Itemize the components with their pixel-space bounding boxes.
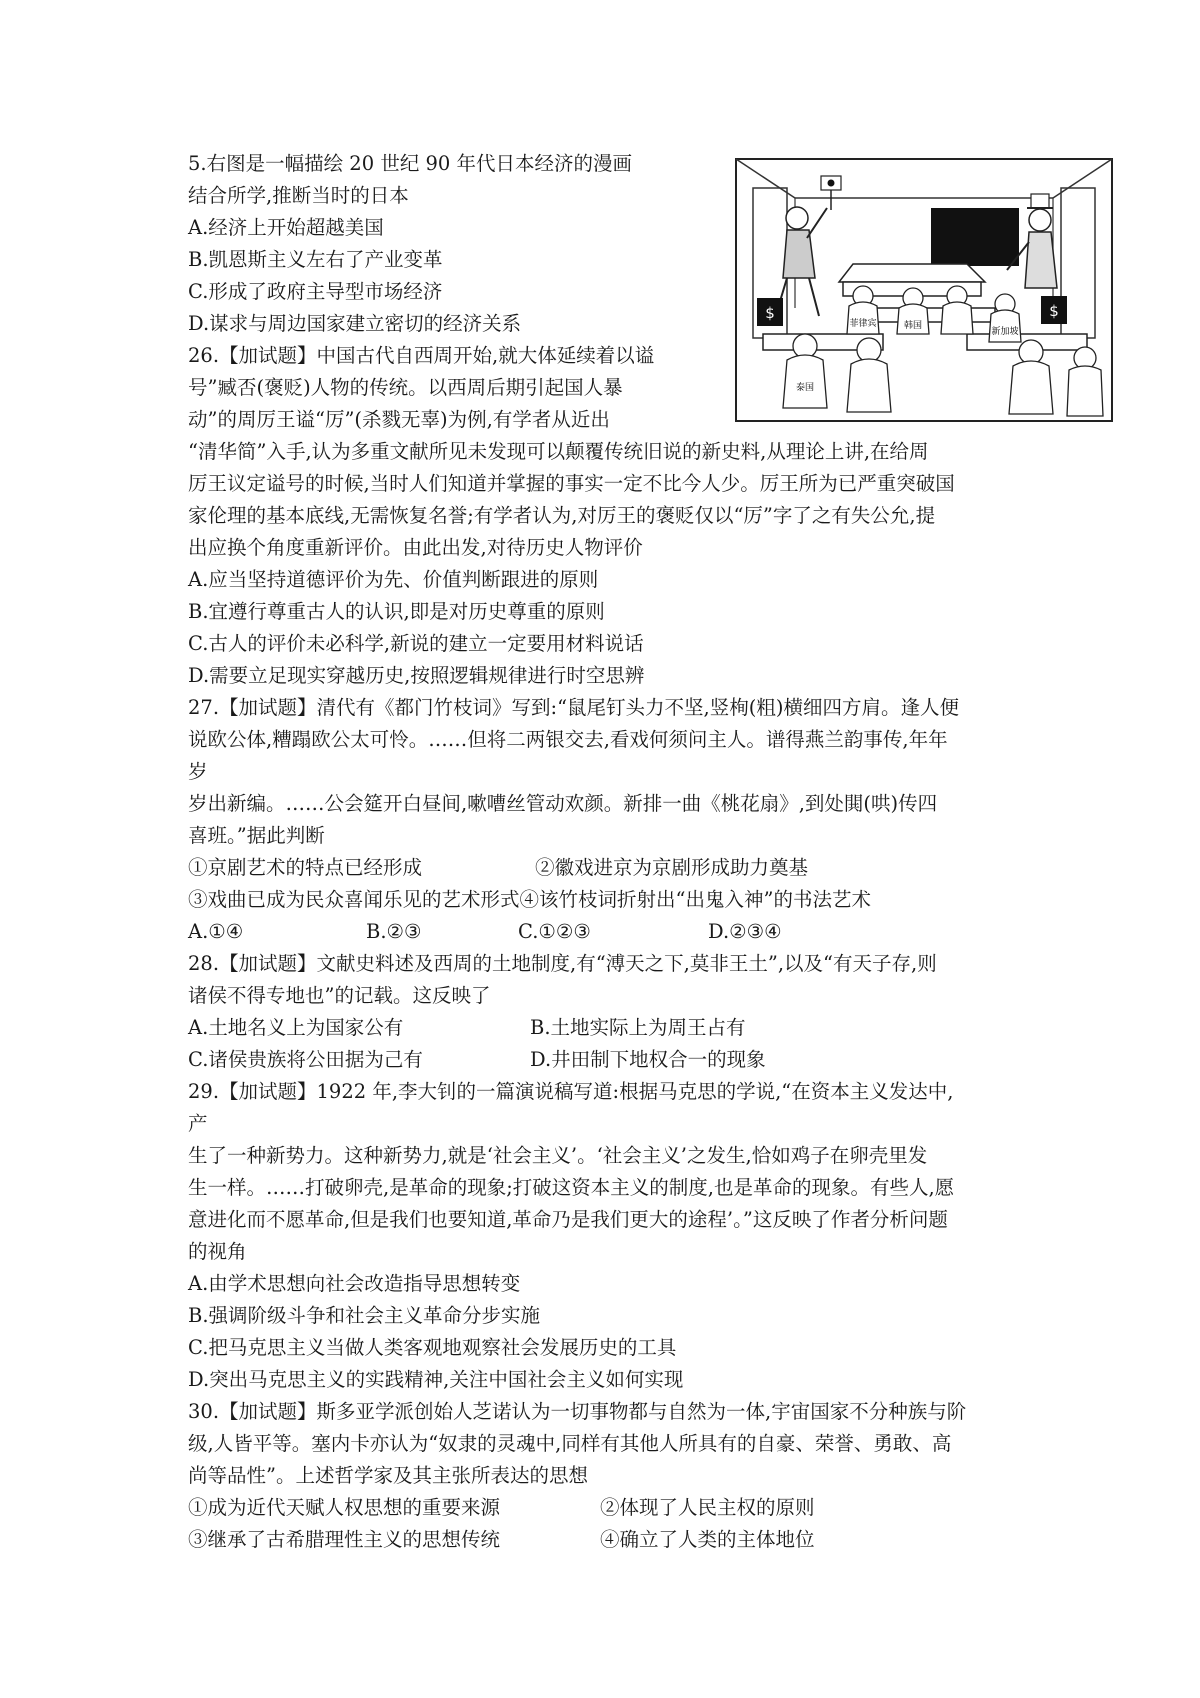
q29-option-d: D.突出马克思主义的实践精神,关注中国社会主义如何实现 <box>188 1368 684 1391</box>
label-thailand: 泰国 <box>795 383 815 393</box>
q27-line-4: 岁出新编。……公会筵开白昼间,嗽嘈丝管动欢颜。新排一曲《桃花扇》,到处閧(哄)传四 <box>188 792 938 815</box>
q28-line-1: 28.【加试题】文献史料述及西周的土地制度,有“溥天之下,莫非王土”,以及“有天子存,则 <box>188 952 937 975</box>
q27-statement-2: ②徽戏进京为京剧形成助力奠基 <box>535 856 809 879</box>
q29-line-3: 生了一种新势力。这种新势力,就是‘社会主义’。‘社会主义’之发生,恰如鸡子在卵壳里发 <box>188 1144 928 1167</box>
q25-option-a: A.经济上开始超越美国 <box>188 216 384 239</box>
q28-option-c: C.诸侯贵族将公田据为己有 <box>188 1048 423 1071</box>
japan-economy-cartoon <box>735 158 1113 422</box>
q30-statement-1: ①成为近代天赋人权思想的重要来源 <box>188 1496 501 1519</box>
label-korea: 韩国 <box>903 321 923 331</box>
money-bag-label-right: $ <box>1049 302 1059 320</box>
q29-option-a: A.由学术思想向社会改造指导思想转变 <box>188 1272 521 1295</box>
q26-line-4: “清华简”入手,认为多重文献所见未发现可以颠覆传统旧说的新史料,从理论上讲,在给周 <box>188 440 929 463</box>
q27-statement-1: ①京剧艺术的特点已经形成 <box>188 856 423 879</box>
q27-line-5: 喜班。”据此判断 <box>188 824 325 847</box>
money-bag-label-left: $ <box>765 304 775 322</box>
q26-line-6: 家伦理的基本底线,无需恢复名誉;有学者认为,对厉王的褒贬仅以“厉”字了之有失公允,提 <box>188 504 936 527</box>
q25-option-c: C.形成了政府主导型市场经济 <box>188 280 443 303</box>
q29-line-1: 29.【加试题】1922 年,李大钊的一篇演说稿写道:根据马克思的学说,“在资本主义发达中, <box>188 1080 954 1103</box>
q26-line-1: 26.【加试题】中国古代自西周开始,就大体延续着以谥 <box>188 344 655 367</box>
q29-option-b: B.强调阶级斗争和社会主义革命分步实施 <box>188 1304 541 1327</box>
q28-option-b: B.土地实际上为周王占有 <box>530 1016 746 1039</box>
q27-option-a: A.①④ <box>188 920 244 943</box>
q26-option-d: D.需要立足现实穿越历史,按照逻辑规律进行时空思辨 <box>188 664 645 687</box>
q27-line-3: 岁 <box>188 760 208 783</box>
q27-line-2: 说欧公体,糟蹋欧公太可怜。……但将二两银交去,看戏何须问主人。谱得燕兰韵事传,年年 <box>188 728 948 751</box>
q26-line-3: 动”的周厉王谥“厉”(杀戮无辜)为例,有学者从近出 <box>188 408 610 431</box>
q30-line-1: 30.【加试题】斯多亚学派创始人芝诺认为一切事物都与自然为一体,宇宙国家不分种族与阶 <box>188 1400 967 1423</box>
q27-option-c: C.①②③ <box>518 920 591 943</box>
q27-line-1: 27.【加试题】清代有《都门竹枝词》写到:“鼠尾钉头力不坚,竖栒(粗)横细四方肩。逢人便 <box>188 696 959 719</box>
q29-line-6: 的视角 <box>188 1240 247 1263</box>
q26-option-b: B.宜遵行尊重古人的认识,即是对历史尊重的原则 <box>188 600 605 623</box>
q30-line-2: 级,人皆平等。塞内卡亦认为“奴隶的灵魂中,同样有其他人所具有的自豪、荣誉、勇敢、高 <box>188 1432 952 1455</box>
q26-option-a: A.应当坚持道德评价为先、价值判断跟进的原则 <box>188 568 599 591</box>
q28-option-d: D.井田制下地权合一的现象 <box>530 1048 766 1071</box>
q30-statement-3: ③继承了古希腊理性主义的思想传统 <box>188 1528 501 1551</box>
q29-line-5: 意进化而不愿革命,但是我们也要知道,革命乃是我们更大的途程’。”这反映了作者分析问题 <box>188 1208 948 1231</box>
q25-option-b: B.凯恩斯主义左右了产业变革 <box>188 248 443 271</box>
q27-statement-3-4: ③戏曲已成为民众喜闻乐见的艺术形式④该竹枝词折射出“出鬼入神”的书法艺术 <box>188 888 871 911</box>
q26-option-c: C.古人的评价未必科学,新说的建立一定要用材料说话 <box>188 632 644 655</box>
q30-statement-2: ②体现了人民主权的原则 <box>600 1496 815 1519</box>
q26-line-5: 厉王议定谥号的时候,当时人们知道并掌握的事实一定不比今人少。厉王所为已严重突破国 <box>188 472 955 495</box>
q26-line-7: 出应换个角度重新评价。由此出发,对待历史人物评价 <box>188 536 643 559</box>
q27-option-d: D.②③④ <box>708 920 782 943</box>
q25-line-2: 结合所学,推断当时的日本 <box>188 184 409 207</box>
q28-option-a: A.土地名义上为国家公有 <box>188 1016 404 1039</box>
label-singapore: 新加坡 <box>991 327 1019 337</box>
q29-line-4: 生一样。……打破卵壳,是革命的现象;打破这资本主义的制度,也是革命的现象。有些人,愿 <box>188 1176 955 1199</box>
label-philippines: 菲律宾 <box>849 319 877 329</box>
q27-option-b: B.②③ <box>366 920 422 943</box>
q25-option-d: D.谋求与周边国家建立密切的经济关系 <box>188 312 522 335</box>
q26-line-2: 号”臧否(褒贬)人物的传统。以西周后期引起国人暴 <box>188 376 623 399</box>
q28-line-2: 诸侯不得专地也”的记载。这反映了 <box>188 984 491 1007</box>
q30-statement-4: ④确立了人类的主体地位 <box>600 1528 815 1551</box>
q30-line-3: 尚等品性”。上述哲学家及其主张所表达的思想 <box>188 1464 588 1487</box>
q25-line-1: 5.右图是一幅描绘 20 世纪 90 年代日本经济的漫画 <box>188 152 633 175</box>
q29-option-c: C.把马克思主义当做人类客观地观察社会发展历史的工具 <box>188 1336 677 1359</box>
q29-line-2: 产 <box>188 1112 208 1135</box>
